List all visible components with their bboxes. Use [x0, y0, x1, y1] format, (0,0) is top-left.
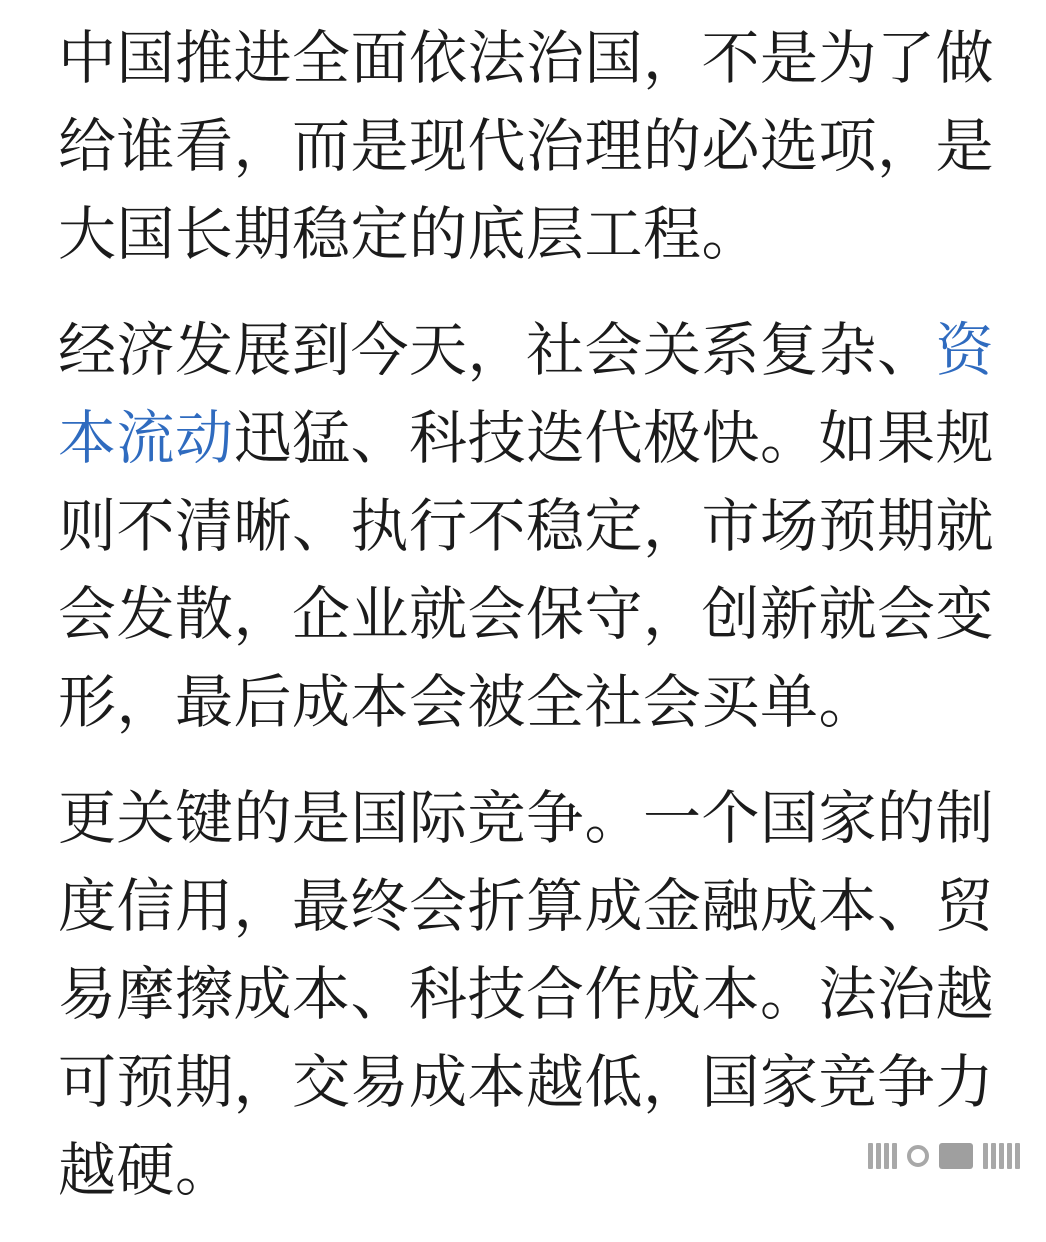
platform-watermark-icon [868, 1139, 1020, 1173]
watermark-circle-icon [907, 1145, 929, 1167]
capital-flow-link[interactable]: 资 [935, 316, 995, 384]
text-line: 可预期，交易成本越低，国家竞争力 [58, 1048, 995, 1116]
watermark-bars-icon [868, 1143, 897, 1169]
text-line: 越硬。 [58, 1136, 234, 1204]
watermark-block-icon [939, 1143, 973, 1169]
text-line: 中国推进全面依法治国，不是为了做 [58, 24, 995, 92]
text-line [58, 306, 995, 394]
capital-flow-link[interactable]: 本流动 [58, 404, 234, 472]
watermark-bars-icon [983, 1143, 1020, 1169]
text-line [58, 394, 995, 482]
text-line: 大国长期稳定的底层工程。 [58, 200, 761, 268]
text-line: 给谁看，而是现代治理的必选项，是 [58, 112, 995, 180]
article-body [58, 14, 995, 1242]
text-line: 易摩擦成本、科技合作成本。法治越 [58, 960, 995, 1028]
text-line: 度信用，最终会折算成金融成本、贸 [58, 872, 995, 940]
paragraph-1 [58, 14, 995, 278]
text-segment: 经济发展到今天，社会关系复杂、 [58, 316, 936, 384]
text-segment: 迅猛、科技迭代极快。如果规 [233, 404, 995, 472]
text-line: 更关键的是国际竞争。一个国家的制 [58, 784, 995, 852]
paragraph-3 [58, 774, 995, 1214]
text-line: 则不清晰、执行不稳定，市场预期就 [58, 492, 995, 560]
paragraph-2 [58, 306, 995, 746]
text-line: 形，最后成本会被全社会买单。 [58, 668, 878, 736]
text-line: 会发散，企业就会保守，创新就会变 [58, 580, 995, 648]
